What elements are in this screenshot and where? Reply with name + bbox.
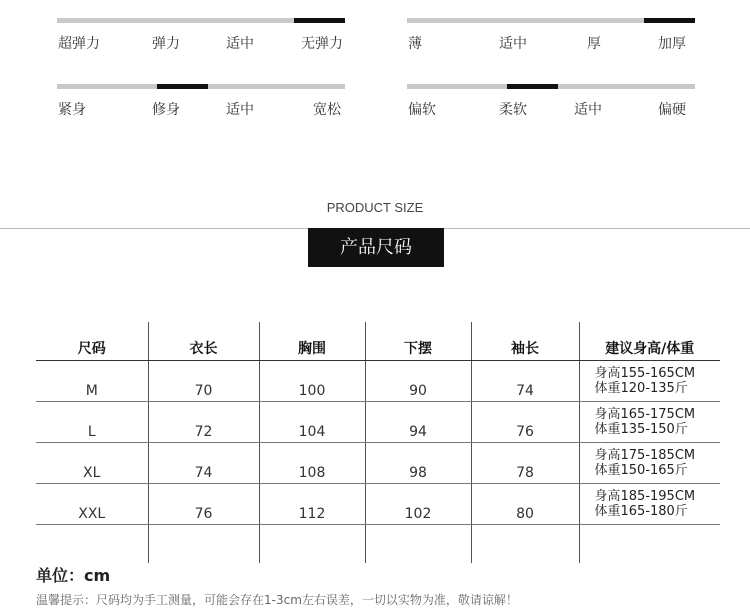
- empty-cell: [579, 525, 720, 564]
- cell-length: 74: [148, 443, 259, 484]
- thickness-gauge: [407, 18, 695, 52]
- fit-gauge: [57, 84, 345, 118]
- cell-recommend: [579, 484, 720, 525]
- elasticity-label-2: 弹力: [152, 36, 180, 52]
- cell-chest: 108: [259, 443, 365, 484]
- header-chest: 胸围: [259, 322, 365, 361]
- cell-sleeve: 78: [471, 443, 579, 484]
- thickness-label-3: 厚: [587, 36, 601, 52]
- softness-indicator: [507, 84, 558, 89]
- softness-gauge: [407, 84, 695, 118]
- recommend-weight: 体重120-135斤: [594, 381, 688, 396]
- cell-size: L: [36, 402, 148, 443]
- elasticity-label-4: 无弹力: [301, 36, 343, 52]
- cell-size: XL: [36, 443, 148, 484]
- fit-track: [57, 84, 345, 89]
- empty-cell: [148, 525, 259, 564]
- table-row: [36, 443, 720, 484]
- table-row: [36, 361, 720, 402]
- recommend-height: 身高155-165CM: [594, 366, 696, 381]
- recommend-weight: 体重135-150斤: [594, 422, 688, 437]
- fit-label-3: 适中: [226, 102, 254, 118]
- cell-hem: 90: [365, 361, 471, 402]
- cell-length: 76: [148, 484, 259, 525]
- cell-sleeve: 76: [471, 402, 579, 443]
- header-size: 尺码: [36, 322, 148, 361]
- cell-recommend: [579, 443, 720, 484]
- cell-hem: 102: [365, 484, 471, 525]
- table-header-row: [36, 322, 720, 361]
- table-row: [36, 402, 720, 443]
- cell-length: 70: [148, 361, 259, 402]
- cell-length: 72: [148, 402, 259, 443]
- table-row: [36, 484, 720, 525]
- recommend-weight: 体重165-180斤: [594, 504, 688, 519]
- fit-indicator: [157, 84, 208, 89]
- cell-sleeve: 74: [471, 361, 579, 402]
- recommend-weight: 体重150-165斤: [594, 463, 688, 478]
- softness-label-2: 柔软: [499, 102, 527, 118]
- elasticity-indicator: [294, 18, 345, 23]
- cell-hem: 98: [365, 443, 471, 484]
- fit-label-4: 宽松: [313, 102, 341, 118]
- cell-recommend: [579, 361, 720, 402]
- section-title-en: PRODUCT SIZE: [326, 200, 424, 215]
- header-length: 衣长: [148, 322, 259, 361]
- thickness-label-4: 加厚: [658, 36, 686, 52]
- header-hem: 下摆: [365, 322, 471, 361]
- softness-track: [407, 84, 695, 89]
- softness-label-1: 偏软: [408, 102, 436, 118]
- cell-size: XXL: [36, 484, 148, 525]
- elasticity-track: [57, 18, 345, 23]
- thickness-indicator: [644, 18, 695, 23]
- softness-label-3: 适中: [574, 102, 602, 118]
- table-empty-row: [36, 525, 720, 564]
- elasticity-gauge: [57, 18, 345, 52]
- empty-cell: [471, 525, 579, 564]
- recommend-height: 身高165-175CM: [594, 407, 696, 422]
- cell-chest: 112: [259, 484, 365, 525]
- cell-chest: 104: [259, 402, 365, 443]
- thickness-track: [407, 18, 695, 23]
- elasticity-label-1: 超弹力: [58, 36, 100, 52]
- cell-chest: 100: [259, 361, 365, 402]
- header-sleeve: 袖长: [471, 322, 579, 361]
- cell-recommend: [579, 402, 720, 443]
- thickness-label-2: 适中: [499, 36, 527, 52]
- cell-hem: 94: [365, 402, 471, 443]
- cell-size: M: [36, 361, 148, 402]
- recommend-height: 身高175-185CM: [594, 448, 696, 463]
- empty-cell: [259, 525, 365, 564]
- header-recommend: 建议身高/体重: [579, 322, 720, 361]
- measurement-note: 温馨提示：尺码均为手工测量，可能会存在1-3cm左右误差，一切以实物为准，敬请谅解！: [36, 593, 518, 607]
- softness-label-4: 偏硬: [658, 102, 686, 118]
- fit-label-1: 紧身: [58, 102, 86, 118]
- empty-cell: [36, 525, 148, 564]
- empty-cell: [365, 525, 471, 564]
- section-title-cn: 产品尺码: [308, 228, 444, 267]
- cell-sleeve: 80: [471, 484, 579, 525]
- elasticity-label-3: 适中: [226, 36, 254, 52]
- unit-label: 单位：cm: [36, 566, 111, 585]
- fit-label-2: 修身: [152, 102, 180, 118]
- thickness-label-1: 薄: [408, 36, 422, 52]
- recommend-height: 身高185-195CM: [594, 489, 696, 504]
- size-table: [36, 322, 720, 563]
